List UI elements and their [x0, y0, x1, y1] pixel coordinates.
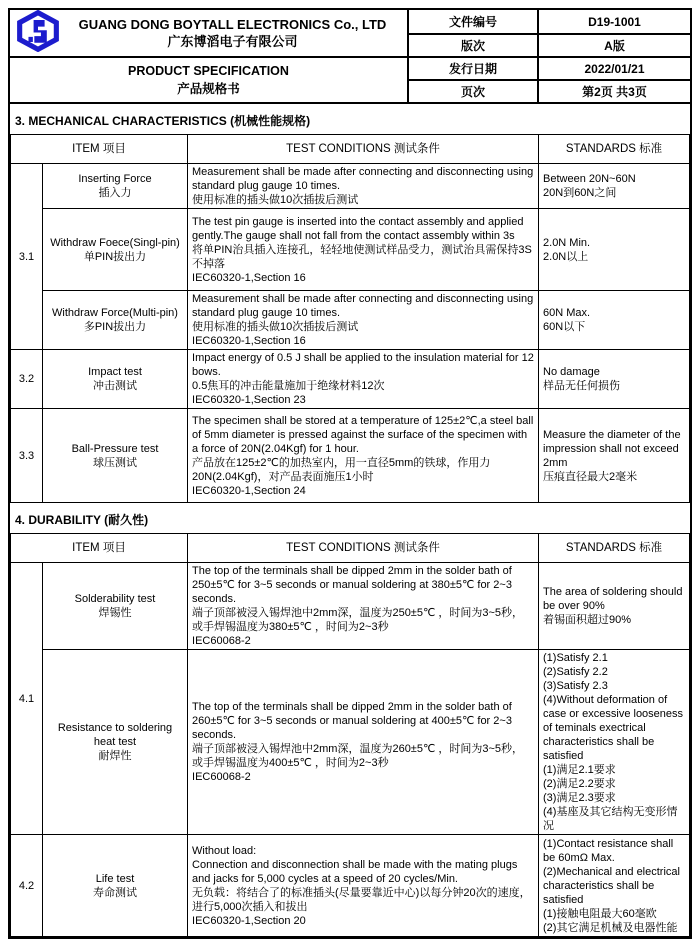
hexagon-logo-icon [16, 10, 60, 57]
table-row [11, 209, 690, 291]
column-header-item: ITEM 项目 [11, 135, 188, 164]
standards-cell: (1)Contact resistance shall be 60mΩ Max. (2)Mechanical and electrical characteristics shall be satisfied (1)接触电阻最大60毫欧 (2)其它满足机械及电器性能 [539, 835, 690, 937]
conditions-cell: The top of the terminals shall be dipped 2mm in the solder bath of 260±5℃ for 3~5 seconds or manual soldering at 400±5℃ for 2~3 seconds. 端子顶部被浸入锡焊池中2mm深，温度为260±5℃ ，时间为3~5秒，或手焊锡温度为400±5℃ ，时间为2~3秒 IEC60068-2 [188, 650, 539, 835]
doc-title-en: PRODUCT SPECIFICATION [128, 64, 289, 78]
table-row [11, 409, 690, 503]
column-header-conditions: TEST CONDITIONS 测试条件 [188, 135, 539, 164]
row-number-cell: 3.2 [11, 350, 43, 409]
field-label-revision: 版次 [407, 33, 537, 56]
standards-cell: No damage 样品无任何损伤 [539, 350, 690, 409]
durability-table [10, 533, 690, 937]
field-label-issue-date: 发行日期 [407, 56, 537, 79]
item-cell: Life test 寿命测试 [43, 835, 188, 937]
doc-title-block [10, 56, 407, 102]
row-number-cell: 3.3 [11, 409, 43, 503]
item-cell: Ball-Pressure test 球压测试 [43, 409, 188, 503]
company-name-cn: 广东博滔电子有限公司 [167, 33, 298, 49]
field-label-page: 页次 [407, 79, 537, 102]
standards-cell: The area of soldering should be over 90% 着锡面积超过90% [539, 563, 690, 650]
standards-cell: (1)Satisfy 2.1 (2)Satisfy 2.2 (3)Satisfy 2.3 (4)Without deformation of case or excessive looseness of teminals exectrical characteristics shall be satisfied (1)满足2.1要求 (2)满足2.2要求 (3)满足2.3要求 (4)基座及其它结构无变形情况 [539, 650, 690, 835]
conditions-cell: The test pin gauge is inserted into the contact assembly and applied gently.The gauge shall not fall from the contact assembly within 3s 将单PIN治具插入连接孔，轻轻地使测试样品受力，测试治具需保持3S不掉落 IEC60320-1,Section 16 [188, 209, 539, 291]
field-value-page: 第2页 共3页 [537, 79, 690, 102]
company-name [62, 16, 403, 51]
company-logo [14, 10, 62, 57]
row-number-cell: 4.2 [11, 835, 43, 937]
section-4-title: 4. DURABILITY (耐久性) [15, 513, 149, 527]
conditions-cell: Measurement shall be made after connecting and disconnecting using standard plug gauge 10 times. 使用标准的插头做10次插拔后测试 IEC60320-1,Section 16 [188, 291, 539, 350]
conditions-cell: The specimen shall be stored at a temperature of 125±2℃,a steel ball of 5mm diameter is pressed against the surface of the specimen with a force of 20N(2.04Kgf) for 1 hour. 产品放在125±2℃的加热室内，用一直径5mm的铁球，作用力20N(2.04Kgf)，对产品表面施压1小时 IEC60320-1,Section 24 [188, 409, 539, 503]
conditions-cell: Measurement shall be made after connecting and disconnecting using standard plug gauge 10 times. 使用标准的插头做10次插拔后测试 [188, 164, 539, 209]
column-header-standards: STANDARDS 标准 [539, 534, 690, 563]
standards-cell: 2.0N Min. 2.0N以上 [539, 209, 690, 291]
column-header-conditions: TEST CONDITIONS 测试条件 [188, 534, 539, 563]
item-cell: Solderability test 焊锡性 [43, 563, 188, 650]
field-value-issue-date: 2022/01/21 [537, 56, 690, 79]
column-header-item: ITEM 项目 [11, 534, 188, 563]
item-cell: Withdraw Foece(Singl-pin) 单PIN拔出力 [43, 209, 188, 291]
item-cell: Resistance to soldering heat test 耐焊性 [43, 650, 188, 835]
section-3-title: 3. MECHANICAL CHARACTERISTICS (机械性能规格) [15, 114, 311, 128]
table-row [11, 164, 690, 209]
company-name-en: GUANG DONG BOYTALL ELECTRONICS Co., LTD [78, 16, 387, 32]
table-row [11, 835, 690, 937]
item-cell: Impact test 冲击测试 [43, 350, 188, 409]
field-label-doc-number: 文件编号 [407, 10, 537, 33]
item-cell: Inserting Force 插入力 [43, 164, 188, 209]
item-cell: Withdraw Force(Multi-pin) 多PIN拔出力 [43, 291, 188, 350]
conditions-cell: The top of the terminals shall be dipped 2mm in the solder bath of 250±5℃ for 3~5 seconds or manual soldering at 380±5℃ for 2~3 seconds. 端子顶部被浸入锡焊池中2mm深，温度为250±5℃ ，时间为3~5秒，或手焊锡温度为380±5℃ ，时间为2~3秒 IEC60068-2 [188, 563, 539, 650]
column-header-standards: STANDARDS 标准 [539, 135, 690, 164]
company-block [10, 10, 407, 56]
table-header-row [11, 135, 690, 164]
document-header [10, 10, 690, 104]
table-row [11, 563, 690, 650]
row-number-cell: 3.1 [11, 164, 43, 350]
standards-cell: Measure the diameter of the impression shall not exceed 2mm 压痕直径最大2毫米 [539, 409, 690, 503]
table-header-row [11, 534, 690, 563]
doc-title-cn: 产品规格书 [177, 82, 240, 96]
standards-cell: 60N Max. 60N以下 [539, 291, 690, 350]
row-number-cell: 4.1 [11, 563, 43, 835]
standards-cell: Between 20N~60N 20N到60N之间 [539, 164, 690, 209]
field-value-revision: A版 [537, 33, 690, 56]
field-value-doc-number: D19-1001 [537, 10, 690, 33]
conditions-cell: Without load: Connection and disconnection shall be made with the mating plugs and jacks for 5,000 cycles at a speed of 20 cycles/Min. 无负载：将结合了的标准插头(尽量要靠近中心)以每分钟20次的速度，进行5,000次插入和拔出 IEC60320-1,Section 20 [188, 835, 539, 937]
table-row [11, 350, 690, 409]
document-page [8, 8, 692, 939]
table-row [11, 650, 690, 835]
conditions-cell: Impact energy of 0.5 J shall be applied to the insulation material for 12 bows. 0.5焦耳的冲击能量施加于绝缘材料12次 IEC60320-1,Section 23 [188, 350, 539, 409]
mechanical-characteristics-table [10, 134, 690, 503]
table-row [11, 291, 690, 350]
